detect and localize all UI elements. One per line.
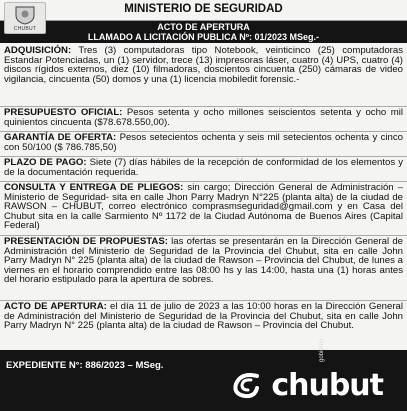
label-presupuesto: PRESUPUESTO OFICIAL: bbox=[4, 107, 123, 118]
chubut-brand-logo bbox=[263, 338, 383, 404]
title-banner bbox=[0, 21, 407, 43]
text-adquisicion: Tres (3) computadoras tipo Notebook, veinticinco (25) computadoras Estandar Potenciadas, un (1) servidor, trece (13) impresoras láser, cuatro (4) UPS, cuatro (4) discos rígidos externos, diez (10) filmadoras, doscientos cincuenta (250) cámaras de video vigilancia, cincuenta (50) domos y una (1) licencia mobiledit forensic.- bbox=[4, 45, 403, 85]
expediente-number: EXPEDIENTE N°: 886/2023 – MSeg. bbox=[6, 360, 164, 371]
text-garantia: Pesos setecientos ochenta y seis mil setecientos ochenta y cinco con 50/100 ($ 786.785,50) bbox=[4, 132, 403, 153]
text-consulta: sin cargo; Dirección General de Administración – Ministerio de Seguridad- sita en calle Jhon Parry Madryn N°225 (planta alta) de la ciudad de RAWSON – CHUBUT, correo electrónico comprasmseguridad@gmail.com y en Casa del Chubut sita en la calle Sarmiento Nº 1172 de la Ciudad Autónoma de Buenos Aires (Capital Federal) bbox=[4, 182, 403, 232]
section-garantia bbox=[4, 133, 403, 152]
swirl-icon bbox=[231, 370, 261, 400]
shield-icon bbox=[14, 5, 36, 25]
brand-wordmark: chubut bbox=[271, 368, 383, 403]
section-acto bbox=[4, 302, 403, 331]
section-adquisicion bbox=[4, 46, 403, 84]
ministry-title: MINISTERIO DE SEGURIDAD bbox=[124, 3, 283, 15]
text-acto: el día 11 de julio de 2023 a las 10:00 horas en la Dirección General de Administración del Ministerio de Seguridad de la Provincia del Chubut, sita en calle John Parry Madryn N° 225 (planta alta) de la ciudad de Rawson – Provincia del Chubut. bbox=[4, 301, 403, 332]
section-presupuesto bbox=[4, 108, 403, 127]
section-presentacion bbox=[4, 237, 403, 285]
label-plazo: PLAZO DE PAGO: bbox=[4, 157, 87, 168]
label-presentacion: PRESENTACIÓN DE PROPUESTAS: bbox=[4, 236, 168, 247]
section-consulta bbox=[4, 183, 403, 231]
logo-label: CHUBUT bbox=[13, 26, 37, 32]
text-plazo: Siete (7) días hábiles de la recepción de conformidad de los elementos y de la documentación requerida. bbox=[4, 157, 403, 178]
label-garantia: GARANTÍA DE OFERTA: bbox=[4, 132, 117, 143]
label-acto: ACTO DE APERTURA: bbox=[4, 301, 107, 312]
banner-title: ACTO DE APERTURA bbox=[157, 22, 250, 32]
label-adquisicion: ADQUISICIÓN: bbox=[4, 45, 72, 56]
text-presupuesto: Pesos setenta y ocho millones seiscientos setenta y ocho mil quinientos cincuenta ($78.678.550,00). bbox=[4, 107, 403, 128]
brand-small-text: gobierno bbox=[319, 338, 325, 362]
text-presentacion: las ofertas se presentarán en la Dirección General de Administración del Ministerio de Seguridad de la Provincia del Chubut, sita en calle John Parry Madryn N° 225 (planta alta) de la ciudad de Rawson – Provincia del Chubut, de lunes a viernes en el horario comprendido entre las 08:00 hs y las 14:00, hasta una (1) horas antes del horario estipulado para la apertura de sobres. bbox=[4, 236, 403, 286]
province-shield-logo bbox=[4, 2, 46, 34]
banner-subtitle: LLAMADO A LICITACIÓN PUBLICA Nº: 01/2023 MSeg.- bbox=[87, 32, 320, 42]
section-plazo bbox=[4, 158, 403, 177]
label-consulta: CONSULTA Y ENTREGA DE PLIEGOS: bbox=[4, 182, 184, 193]
footer bbox=[0, 338, 407, 411]
